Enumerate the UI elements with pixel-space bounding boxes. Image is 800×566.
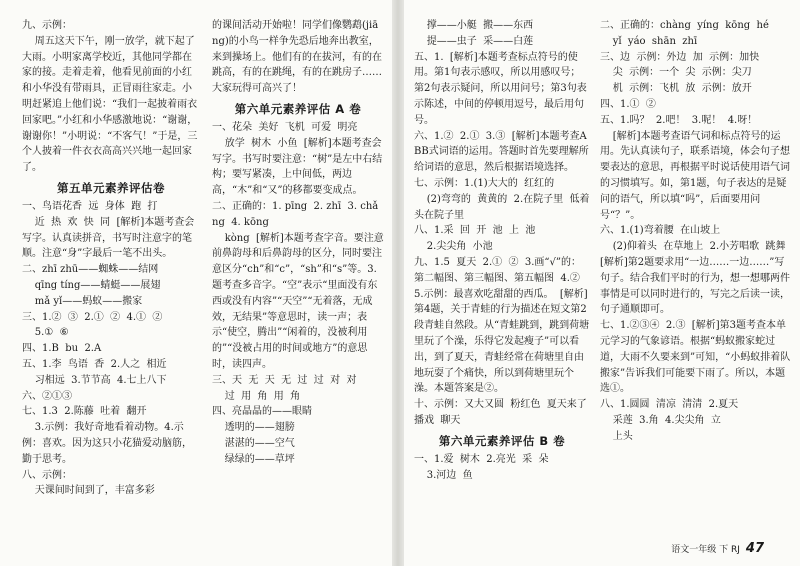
answer-column-1	[22, 18, 200, 499]
book-gutter	[392, 0, 404, 566]
page-footer	[671, 541, 764, 556]
answer-text: 一、花朵 美好 飞机 可爱 明亮 放学 树木 小鱼 [解析]本题考查会写字。书写时要注意：“树”是左中右结构；要写紧凑，上中间低，两边高，“木”和“又”的移都要变成点。 二、正确的：1. pīng 2. zhī 3. chǎng 4. kōng kòng [解析]本题考查字音。要注意前鼻韵母和后鼻韵母的区分，同时要注意区分“ch”和“c”，“sh”和“s”等。3.题考查多音字。“空”表示“里面没有东西或没有内容”“天空”“无着落，无成效，无结果”等意思时，读一声；表示“使空，腾出”“闲着的，没被利用的”“没被占用的时间或地方”的意思时，读四声。 三、天 无 天 无 过 过 对 对 过 用 角 用 角 四、亮晶晶的——眼睛 透明的——翅膀 湛湛的——空气 绿绿的——草坪	[212, 121, 384, 465]
section-heading: 第五单元素养评估卷	[57, 180, 165, 195]
section-heading: 第六单元素养评估 B 卷	[438, 433, 566, 448]
answer-text: 二、正确的：chàng yíng kōng hé yǐ yáo shān zhī 三、边 示例：外边 加 示例：加快 尖 示例：一个 尖 示例：尖刀 机 示例：飞机 放 示例：放开 四、1.① ② 五、1.吗？ 2.吧！ 3.呢！ 4.呀！ [解析]本题考查语气词和标点符号的运用。先认真读句子，联系语境，体会句子想要表达的意思，再根据平时说话使用语气词的习惯填写。如，第1题，句子表达的是疑问的语气，所以填“吗”，后面要用问号“？”。 六、1.(1)弯着腰 在山坡上 (2)仰着头 在草地上 2.小芳唱歌 跳舞 [解析]第2题要求用“一边……一边……”写句子。结合我们平时的行为，想一想哪两件事情是可以同时进行的，写完之后读一读，句子通顺即可。 七、1.②③④ 2.③ [解析]第3题考查本单元学习的气象谚语。根据“蚂蚁搬家蛇过道，大雨不久要来到”可知，“小蚂蚁排着队搬家”告诉我们可能要下雨了。所以，本题选①。 八、1.圆圆 清凉 清清 2.夏天 采莲 3.角 4.尖尖角 立 上头	[600, 20, 791, 442]
answer-column-2	[212, 18, 384, 468]
answer-text: 撑——小艇 搬——东西 提——虫子 采——白莲 五、1. [解析]本题考查标点符号的使用。第1句表示感叹，所以用感叹号；第2句表示疑问，所以用问号；第3句表示陈述，中间的停顿用逗号，最后用句号。 六、1.② 2.① 3.③ [解析]本题考查ABB式词语的运用。答题时首先要理解所给词语的意思，然后根据语境选择。 七、示例：1.(1)大大的 红红的 (2)弯弯的 黄黄的 2.在院子里 低着头在院子里 八、1.采 回 开 池 上 池 2.尖尖角 小池 九、1.5 夏天 2.① ② 3.画“√”的：第二幅图、第三幅图、第五幅图 4.② 5.示例：最喜欢吃甜甜的西瓜。 [解析]第4题，关于青蛙的行为描述在短文第2段青蛙自然段。从“青蛙跳到，跳到荷塘里玩了个澡，乐得它发起瘦子”可以看出，到了夏天，青蛙经常在荷塘里自由地玩耍了个痛快，所以到荷塘里玩个澡。本题答案是②。 十、示例：又大又圆 粉红色 夏天来了 播戏 聊天	[414, 20, 590, 426]
section-heading: 第六单元素养评估 A 卷	[234, 101, 362, 116]
answer-column-3	[414, 18, 590, 483]
answer-text: 一、鸟语花香 远 身体 跑 打 近 热 欢 快 同 [解析]本题考查会写字。认真读拼音，书写时注意字的笔顺。注意“身”字最后一笔不出头。 二、zhī zhū——蜘蛛——结网 qīng tíng——蜻蜓——展翅 mǎ yǐ——蚂蚁——搬家 三、1.② ③ 2.① ② 4.① ② 5.① ⑥ 四、1.B bu 2.A 五、1.李 鸟语 香 2.人之 相近 习相远 3.节节高 4.七上八下 六、②①③ 七、1.3 2.陈藤 吐着 翻开 3.示例：我好奇地看着动物。4.示例：喜欢。因为这只小花猫爱动脑筋，勤于思考。 八、示例： 天课间时间到了，丰富多彩	[22, 200, 195, 497]
answer-text: 九、示例： 周五这天下午，刚一放学，就下起了大雨。小明家离学校近，其他同学都在家的接。走着走着，他看见前面的小红和小华没有带雨具，正冒雨往家走。小明赶紧追上他们说：“我们一起披着雨衣回家吧。”小红和小华感激地说：“谢谢，谢谢你！”小明说：“不客气！”于是，三个人披着一件衣衣高高兴兴地一起回家了。	[22, 20, 198, 174]
right-page	[404, 0, 800, 566]
answer-column-4	[600, 18, 792, 445]
page-number: 47	[745, 541, 764, 556]
answer-text: 一、1.爱 树木 2.亮光 采 朵 3.河边 鱼	[414, 453, 549, 481]
left-page	[0, 0, 392, 566]
subject-label: 语文一年级 下 RJ	[671, 545, 740, 555]
answer-text: 的课间活动开始啦！同学们像鹦鹉(jiāng)的小鸟一样争先恐后地奔出教室，来到操场上。他们有的在拔河，有的在跳高，有的在跳绳，有的在跳房子……大家玩得可高兴了！	[212, 20, 382, 95]
